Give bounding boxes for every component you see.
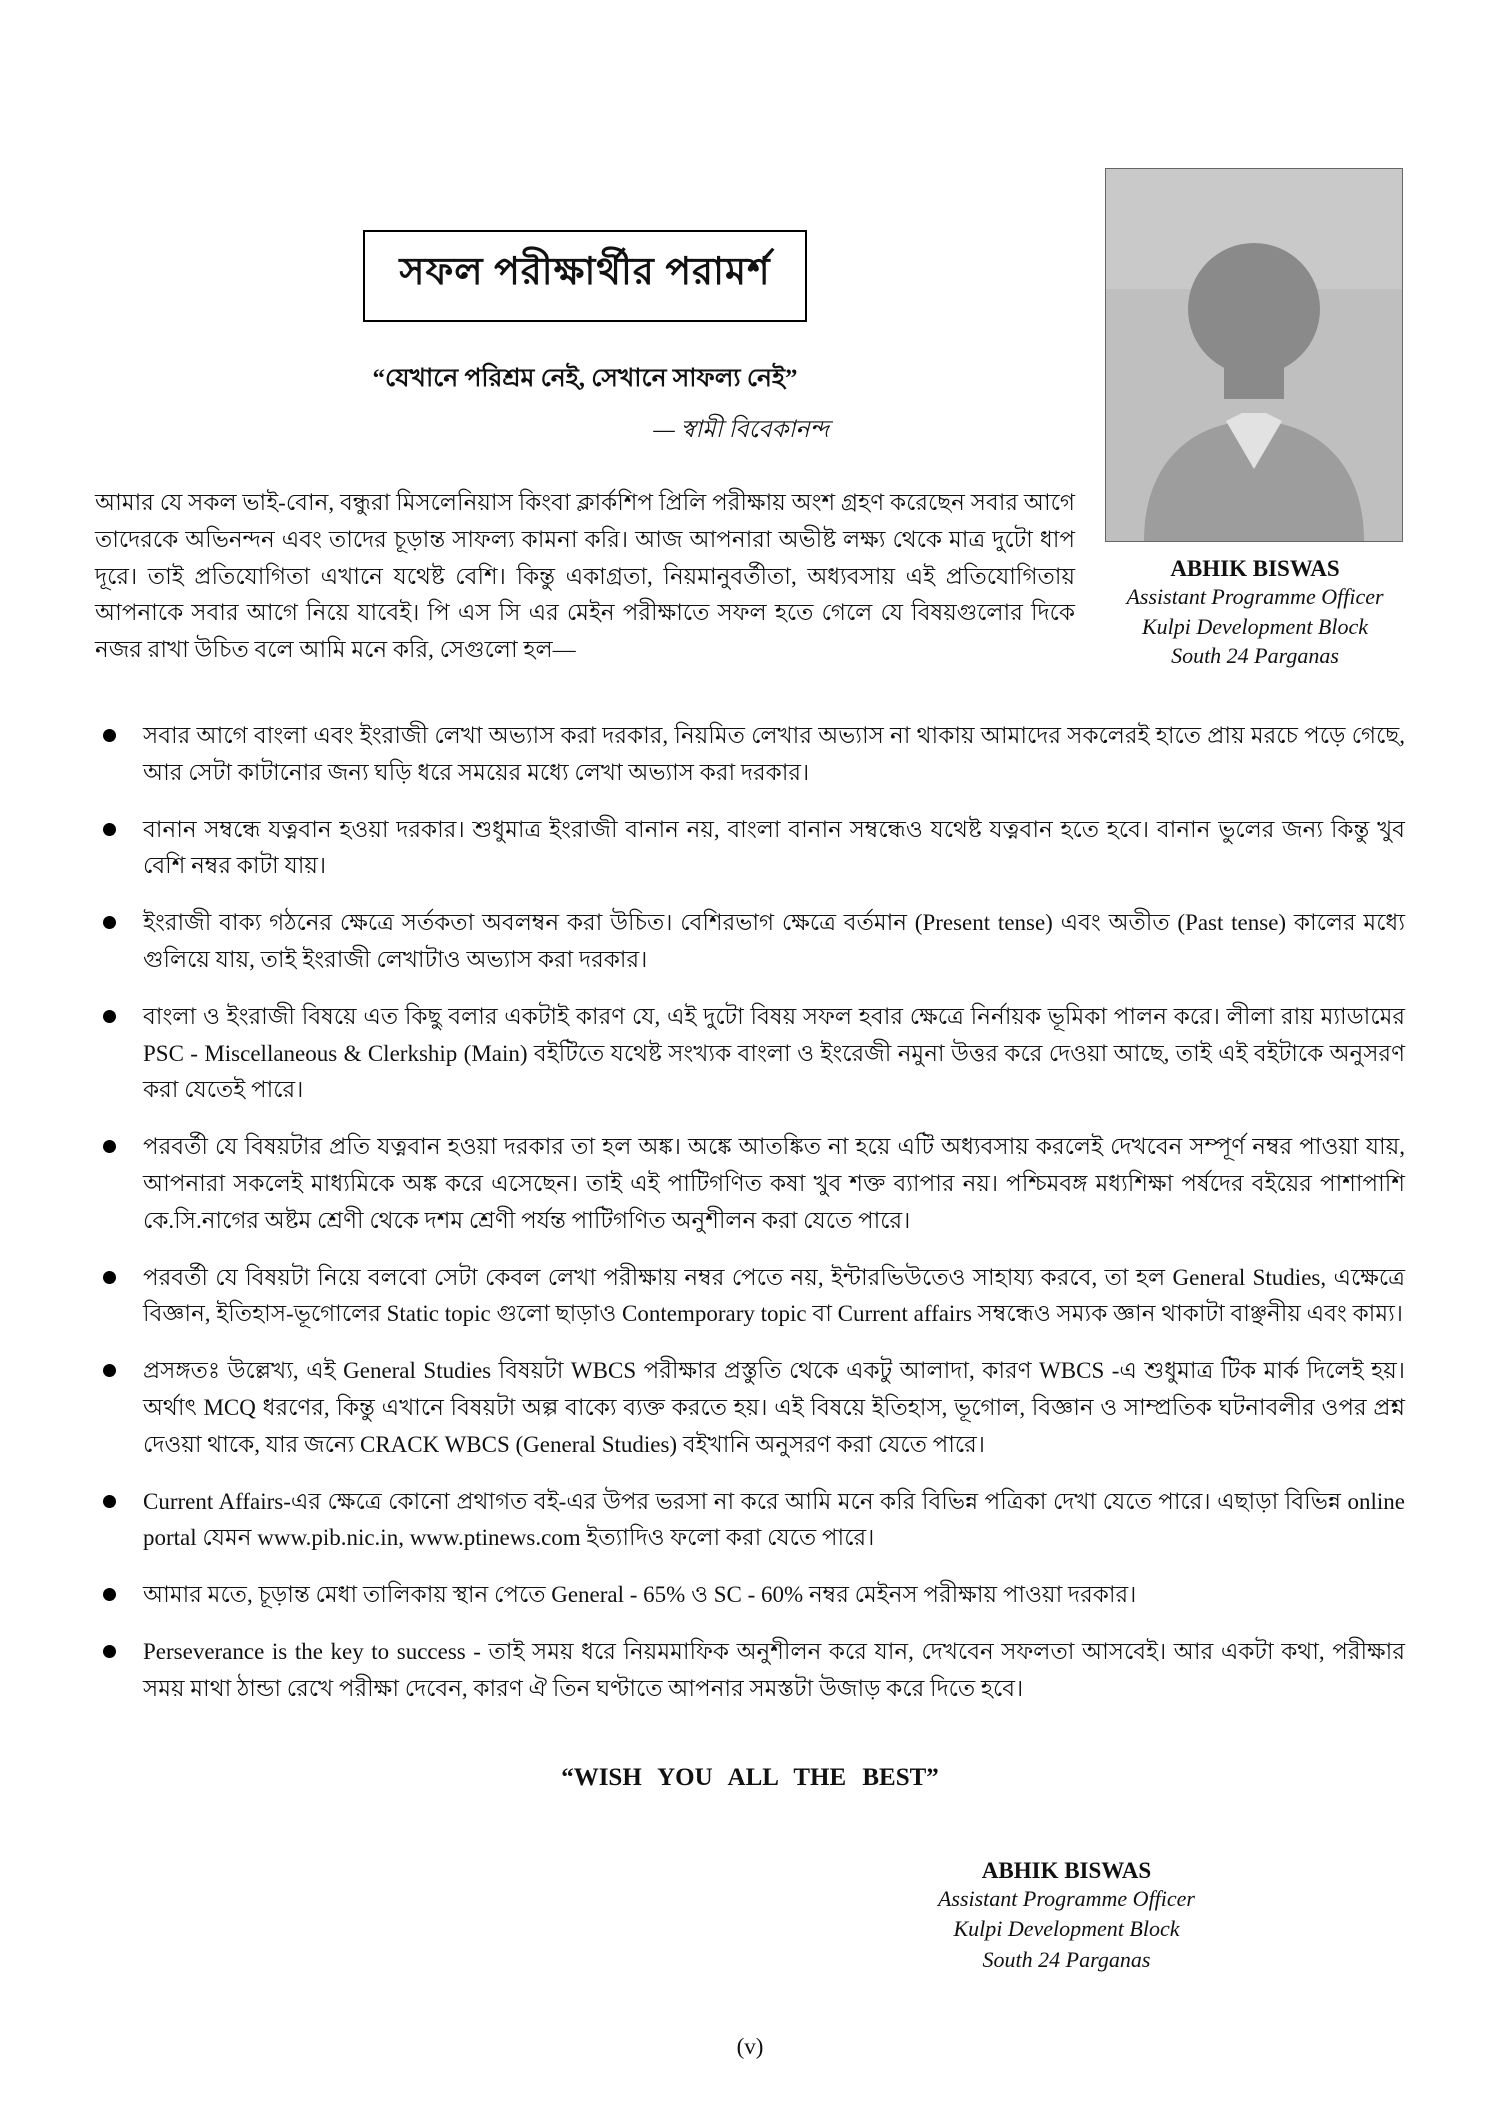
bullet-text: পরবর্তী যে বিষয়টা নিয়ে বলবো সেটা কেবল লেখা পরীক্ষায় নম্বর পেতে নয়, ইন্টারভিউতেও সাহায্য করবে, তা হল General Studies, এক্ষেত্রে বিজ্ঞান, ইতিহাস-ভূগোলের Static topic গুলো ছাড়াও Contemporary topic বা Current affairs সম্বন্ধেও সম্যক জ্ঞান থাকাটা বাঞ্ছনীয় এবং কাম্য। (143, 1264, 1405, 1327)
list-item (95, 1353, 1405, 1463)
bullet-text: বানান সম্বন্ধে যত্নবান হওয়া দরকার। শুধুমাত্র ইংরাজী বানান নয়, বাংলা বানান সম্বন্ধেও যথেষ্ট যত্নবান হতে হবে। বানান ভুলের জন্য কিন্তু খুব বেশি নম্বর কাটা যায়। (143, 816, 1405, 879)
bullet-text: ইংরাজী বাক্য গঠনের ক্ষেত্রে সর্তকতা অবলম্বন করা উচিত। বেশিরভাগ ক্ষেত্রে বর্তমান (Present tense) এবং অতীত (Past tense) কালের মধ্যে গুলিয়ে যায়, তাই ইংরাজী লেখাটাও অভ্যাস করা দরকার। (143, 910, 1405, 972)
bullet-icon (103, 916, 116, 929)
bullet-text: Perseverance is the key to success - তাই সময় ধরে নিয়মমাফিক অনুশীলন করে যান, দেখবেন সফলতা আসবেই। আর একটা কথা, পরীক্ষার সময় মাথা ঠান্ডা রেখে পরীক্ষা দেবেন, কারণ ঐ তিন ঘণ্টাতে আপনার সমস্তটা উজাড় করে দিতে হবে। (143, 1638, 1405, 1701)
author-name: ABHIK BISWAS (1170, 556, 1340, 581)
bullet-icon (103, 1495, 116, 1508)
bullet-text: পরবর্তী যে বিষয়টার প্রতি যত্নবান হওয়া দরকার তা হল অঙ্ক। অঙ্কে আতঙ্কিত না হয়ে এটি অধ্যবসায় করলেই দেখবেন সম্পূর্ণ নম্বর পাওয়া যায়, আপনারা সকলেই মাধ্যমিকে অঙ্ক করে এসেছেন। তাই এই পাটিগণিত কষা খুব শক্ত ব্যাপার নয়। পশ্চিমবঙ্গ মধ্যশিক্ষা পর্ষদের বইয়ের পাশাপাশি কে.সি.নাগের অষ্টম শ্রেণী থেকে দশম শ্রেণী পর্যন্ত পাটিগণিত অনুশীলন করা যেতে পারে। (143, 1134, 1405, 1233)
bullet-icon (103, 1364, 116, 1377)
signature-title: Assistant Programme Officer (937, 1885, 1195, 1911)
wish-line: “WISH YOU ALL THE BEST” (561, 1763, 939, 1791)
bullet-text: Current Affairs-এর ক্ষেত্রে কোনো প্রথাগত বই-এর উপর ভরসা না করে আমি মনে করি বিভিন্ন পত্রিকা দেখা যেতে পারে। এছাড়া বিভিন্ন online portal যেমন www.pib.nic.in, www.ptinews.com ইত্যাদিও ফলো করা যেতে পারে। (143, 1488, 1405, 1551)
bullet-text: বাংলা ও ইংরাজী বিষয়ে এত কিছু বলার একটাই কারণ যে, এই দুটো বিষয় সফল হবার ক্ষেত্রে নির্নায়ক ভূমিকা পালন করে। লীলা রায় ম্যাডামের PSC - Miscellaneous & Clerkship (Main) বইটিতে যথেষ্ট সংখ্যক বাংলা ও ইংরেজী নমুনা উত্তর করে দেওয়া আছে, তাই এই বইটাকে অনুসরণ করা যেতেই পারে। (143, 1003, 1405, 1103)
signature-block-line: Kulpi Development Block (953, 1916, 1180, 1942)
author-block: Kulpi Development Block (1141, 613, 1369, 639)
quote-attribution: — স্বামী বিবেকানন্দ (653, 417, 829, 443)
list-item (95, 718, 1405, 792)
header-area (95, 168, 1405, 692)
page-title: সফল পরীক্ষার্থীর পরামর্শ (363, 230, 806, 322)
list-item (95, 1129, 1405, 1239)
list-item (95, 812, 1405, 886)
intro-paragraph: আমার যে সকল ভাই-বোন, বন্ধুরা মিসলেনিয়াস কিংবা ক্লার্কশিপ প্রিলি পরীক্ষায় অংশ গ্রহণ করেছেন সবার আগে তাদেরকে অভিনন্দন এবং তাদের চূড়ান্ত সাফল্য কামনা করি। আজ আপনারা অভীষ্ট লক্ষ্য থেকে মাত্র দুটো ধাপ দূরে। তাই প্রতিযোগিতা এখানে যথেষ্ট বেশি। কিন্তু একাগ্রতা, নিয়মানুবর্তীতা, অধ্যবসায় এই প্রতিযোগিতায় আপনাকে সবার আগে নিয়ে যাবেই। পি এস সি এর মেইন পরীক্ষাতে সফল হতে গেলে যে বিষয়গুলোর দিকে নজর রাখা উচিত বলে আমি মনে করি, সেগুলো হল— (95, 490, 1075, 663)
page-number: (v) (736, 2033, 764, 2059)
signature-name: ABHIK BISWAS (981, 1857, 1152, 1883)
list-item (95, 1260, 1405, 1334)
bullet-icon (103, 1588, 116, 1601)
list-item (95, 1484, 1405, 1558)
quote-text: “যেখানে পরিশ্রম নেই, সেখানে সাফল্য নেই” (372, 365, 798, 392)
bullet-text: সবার আগে বাংলা এবং ইংরাজী লেখা অভ্যাস করা দরকার, নিয়মিত লেখার অভ্যাস না থাকায় আমাদের সকলেরই হাতে প্রায় মরচে পড়ে গেছে, আর সেটা কাটানোর জন্য ঘড়ি ধরে সময়ের মধ্যে লেখা অভ্যাস করা দরকার। (143, 722, 1405, 785)
author-district: South 24 Parganas (1171, 643, 1339, 669)
title-box-wrap (95, 230, 1075, 322)
portrait-photo (1105, 168, 1403, 542)
quote-block (305, 358, 865, 451)
signature-block (938, 1858, 1195, 1976)
list-item (95, 1634, 1405, 1708)
bullet-icon (103, 729, 116, 742)
portrait-silhouette (1106, 169, 1402, 541)
header-left-column (95, 168, 1105, 692)
list-item (95, 1577, 1405, 1614)
signature-district: South 24 Parganas (982, 1947, 1151, 1973)
bullet-icon (103, 1271, 116, 1284)
bullet-icon (103, 1645, 116, 1658)
author-title: Assistant Programme Officer (1126, 584, 1384, 609)
bullet-text: আমার মতে, চূড়ান্ত মেধা তালিকায় স্থান পেতে General - 65% ও SC - 60% নম্বর মেইনস পরীক্ষায় পাওয়া দরকার। (143, 1582, 1137, 1608)
advice-bullet-list (95, 718, 1405, 1708)
photo-caption (1105, 556, 1405, 671)
bullet-icon (103, 823, 116, 836)
list-item (95, 905, 1405, 979)
bullet-icon (103, 1140, 116, 1153)
header-right-column (1105, 168, 1405, 671)
bullet-text: প্রসঙ্গতঃ উল্লেখ্য, এই General Studies বিষয়টা WBCS পরীক্ষার প্রস্তুতি থেকে একটু আলাদা, কারণ WBCS -এ শুধুমাত্র টিক মার্ক দিলেই হয়। অর্থাৎ MCQ ধরণের, কিন্তু এখানে বিষয়টা অল্প বাক্যে ব্যক্ত করতে হয়। এই বিষয়ে ইতিহাস, ভূগোল, বিজ্ঞান ও সাম্প্রতিক ঘটনাবলীর ওপর প্রশ্ন দেওয়া থাকে, যার জন্যে CRACK WBCS (General Studies) বইখানি অনুসরণ করা যেতে পারে। (143, 1358, 1405, 1457)
list-item (95, 999, 1405, 1109)
bullet-icon (103, 1010, 116, 1023)
